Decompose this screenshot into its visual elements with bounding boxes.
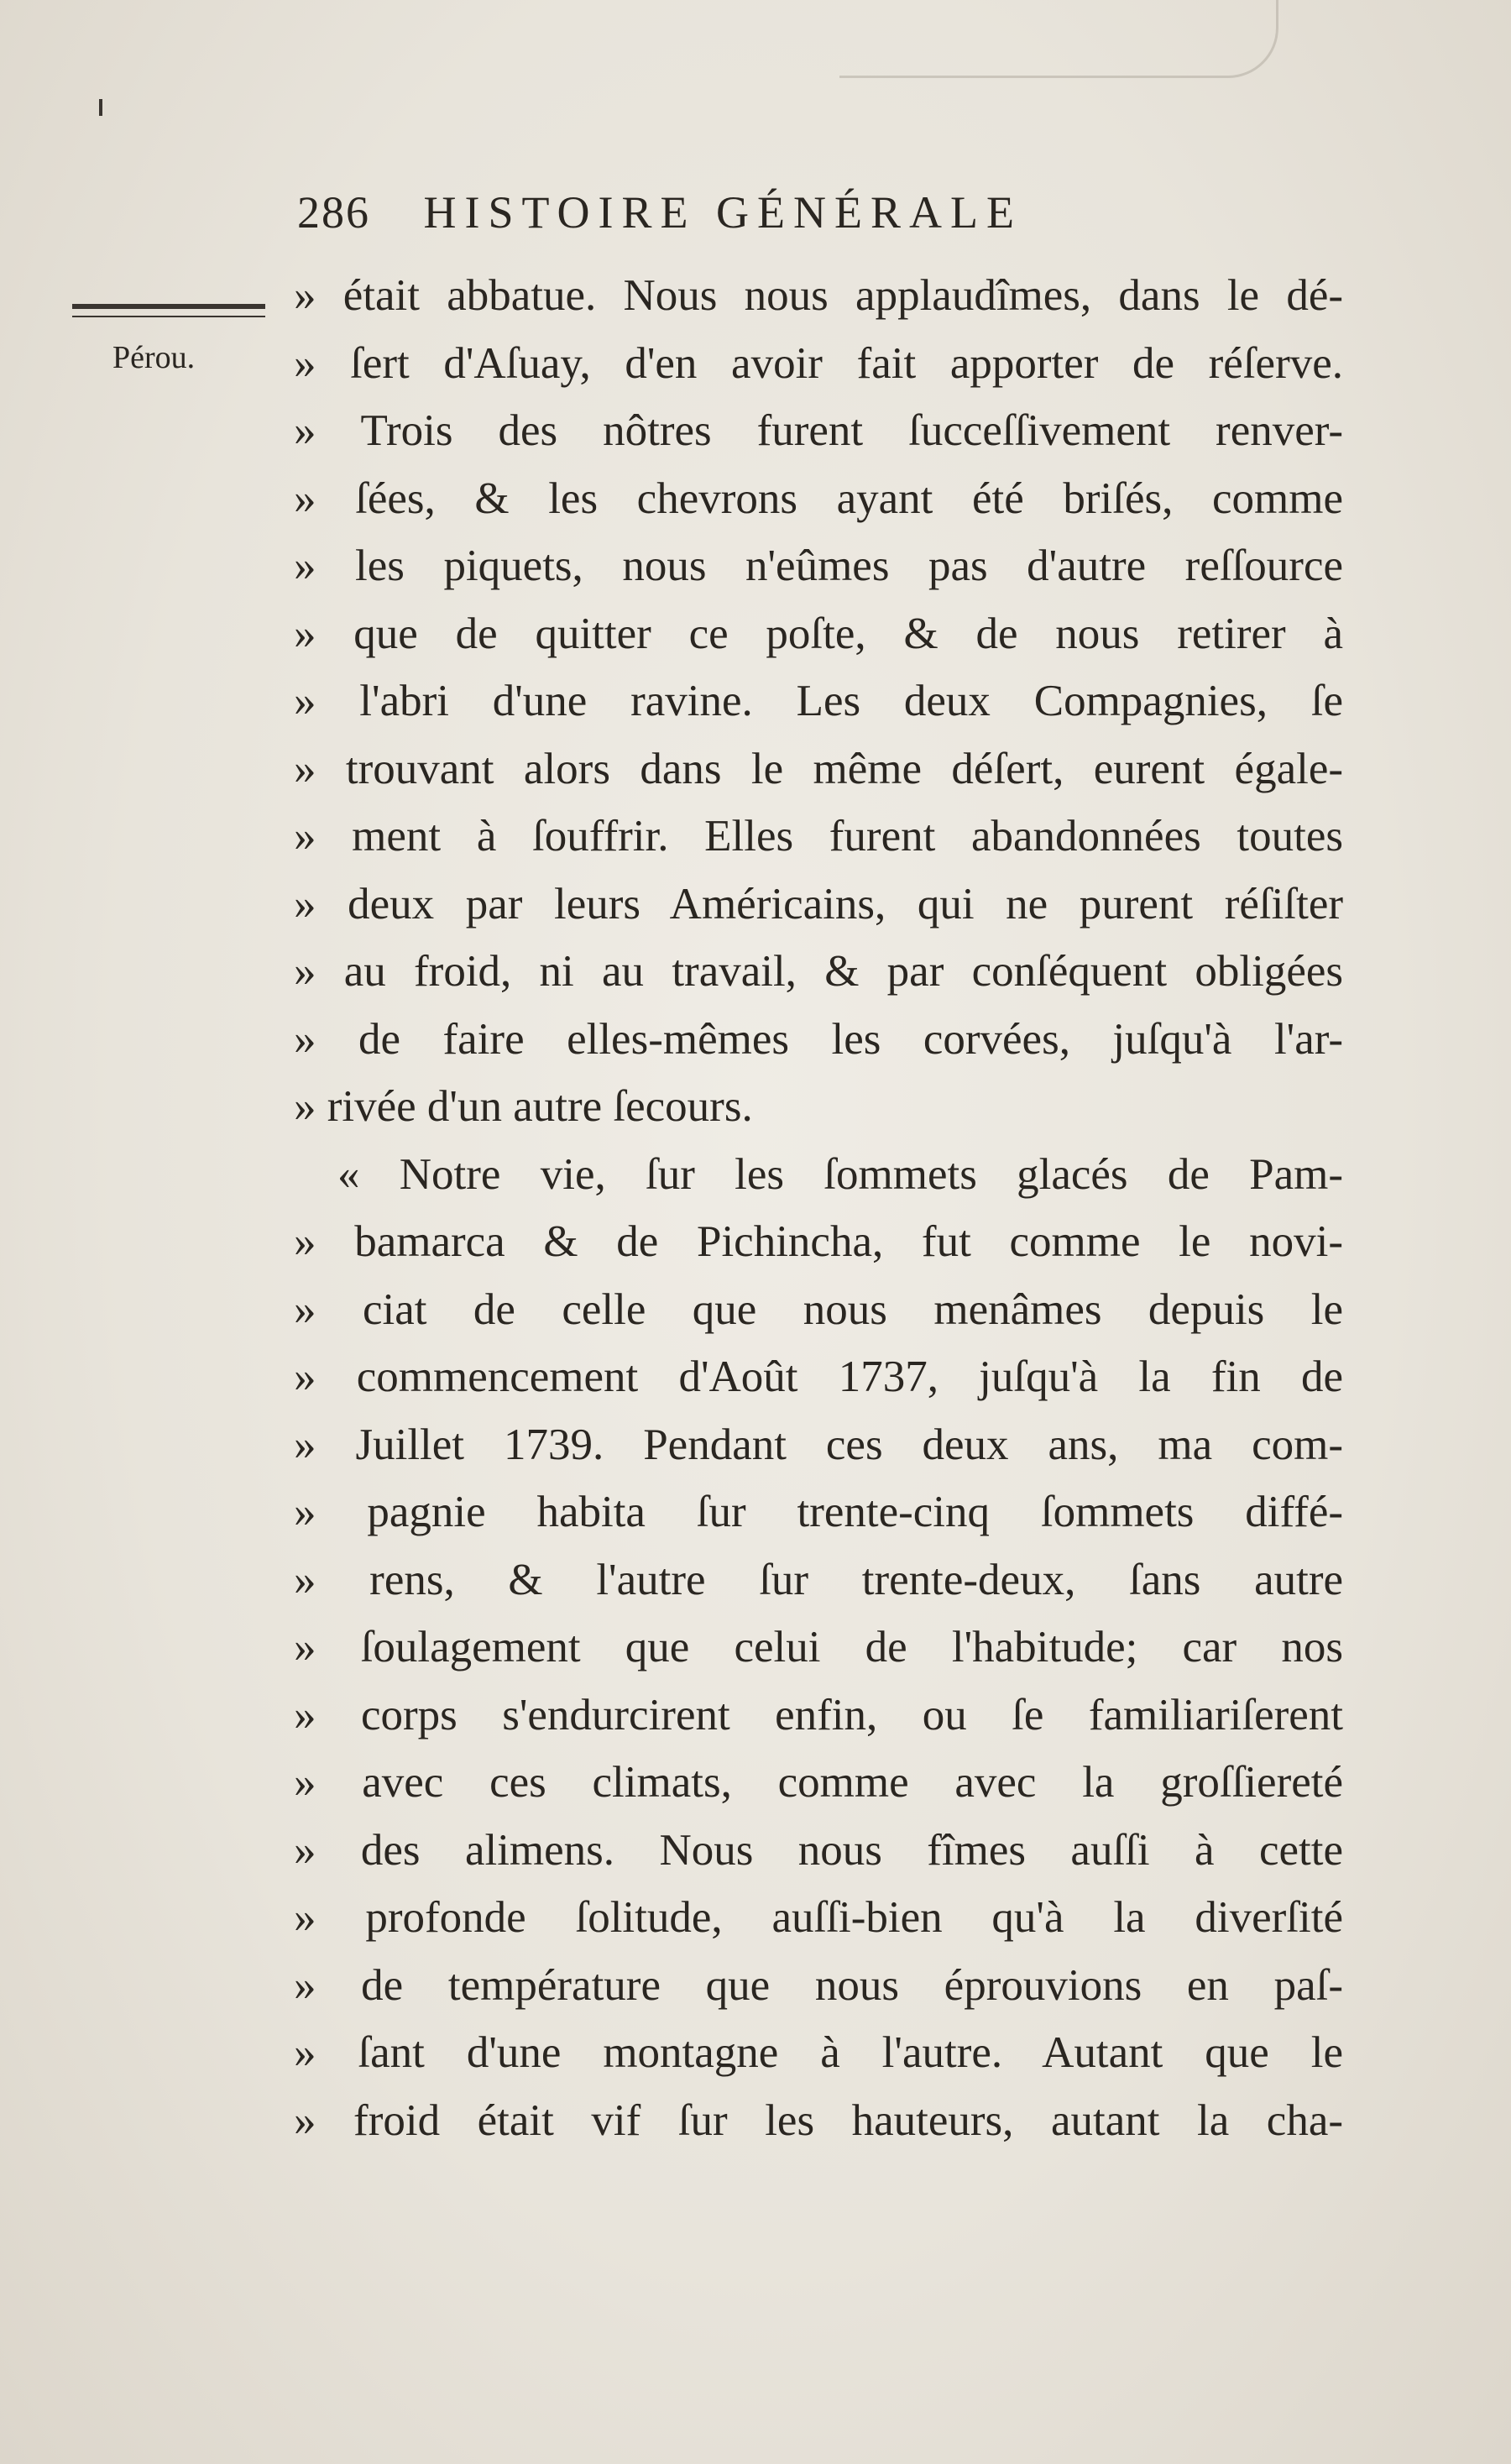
text-line: » pagnie habita ſur trente-cinq ſommets diffé- (294, 1488, 1343, 1536)
page-number: 286 (297, 187, 370, 238)
text-line: » profonde ſolitude, auſſi-bien qu'à la diverſité (294, 1893, 1343, 1942)
text-line: » avec ces climats, comme avec la groſſiereté (294, 1758, 1343, 1807)
body-text (294, 262, 1343, 2154)
bleed-through-mark (839, 0, 1278, 78)
text-line: » ſées, & les chevrons ayant été briſés, comme (294, 473, 1343, 523)
margin-note: Pérou. (112, 340, 196, 375)
text-line: » au froid, ni au travail, & par conſéquent obligées (294, 947, 1343, 996)
text-line: » Trois des nôtres furent ſucceſſivement renver- (294, 406, 1343, 455)
running-title: HISTOIRE GÉNÉRALE (423, 187, 1022, 238)
text-line: » Juillet 1739. Pendant ces deux ans, ma com- (294, 1420, 1343, 1469)
text-line: » bamarca & de Pichincha, fut comme le novi- (294, 1217, 1343, 1266)
text-line: » que de quitter ce poſte, & de nous retirer à (294, 609, 1343, 658)
running-header (297, 186, 1338, 245)
text-line: » froid était vif ſur les hauteurs, autant la cha- (294, 2095, 1343, 2145)
text-line: » trouvant alors dans le même déſert, eurent égale- (294, 744, 1343, 793)
text-line: » ſant d'une montagne à l'autre. Autant que le (294, 2028, 1343, 2077)
text-line: » rivée d'un autre ſecours. (294, 1082, 753, 1131)
text-line: » l'abri d'une ravine. Les deux Compagnies, ſe (294, 677, 1343, 725)
text-line: » commencement d'Août 1737, juſqu'à la fin de (294, 1352, 1343, 1401)
text-line: « Notre vie, ſur les ſommets glacés de Pam- (337, 1149, 1343, 1199)
text-line: » était abbatue. Nous nous applaudîmes, dans le dé- (294, 271, 1343, 320)
text-line: » de faire elles-mêmes les corvées, juſqu'à l'ar- (294, 1014, 1343, 1064)
text-line: » corps s'endurcirent enfin, ou ſe familiariſerent (294, 1690, 1343, 1739)
text-line: » des alimens. Nous nous fîmes auſſi à cette (294, 1825, 1343, 1875)
text-line: » ment à ſouffrir. Elles furent abandonnées toutes (294, 812, 1343, 861)
text-line: » ciat de celle que nous menâmes depuis le (294, 1284, 1343, 1334)
text-line: » de température que nous éprouvions en paſ- (294, 1960, 1343, 2010)
text-line: » rens, & l'autre ſur trente-deux, ſans autre (294, 1555, 1343, 1604)
margin-rule-thin (72, 316, 265, 317)
margin-tick (99, 99, 102, 116)
text-line: » ſoulagement que celui de l'habitude; car nos (294, 1623, 1343, 1671)
text-line: » les piquets, nous n'eûmes pas d'autre reſſource (294, 541, 1343, 590)
text-line: » deux par leurs Américains, qui ne purent réſiſter (294, 879, 1343, 929)
margin-rule (72, 304, 265, 309)
text-line: » ſert d'Aſuay, d'en avoir fait apporter de réſerve. (294, 338, 1343, 388)
